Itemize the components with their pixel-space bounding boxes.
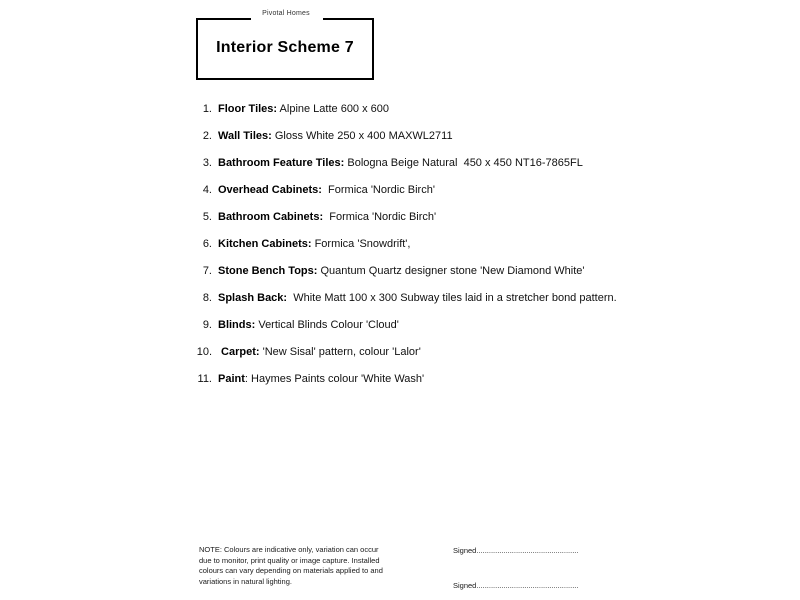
scheme-title-box bbox=[196, 18, 374, 80]
list-item bbox=[186, 373, 746, 386]
list-item-number: 3. bbox=[202, 157, 212, 169]
list-item bbox=[186, 319, 746, 332]
list-item-number: 4. bbox=[202, 184, 212, 196]
list-item-value: Vertical Blinds Colour 'Cloud' bbox=[255, 319, 399, 331]
list-item-label: Stone Bench Tops: bbox=[218, 265, 318, 277]
list-item-label: Kitchen Cabinets: bbox=[218, 238, 312, 250]
list-item-number: 11. bbox=[197, 373, 212, 385]
specification-list bbox=[186, 103, 746, 400]
list-item-value: Formica 'Nordic Birch' bbox=[323, 211, 437, 223]
page-title: Interior Scheme 7 bbox=[216, 39, 354, 56]
list-item bbox=[186, 184, 746, 197]
brand-name: Pivotal Homes bbox=[262, 10, 310, 17]
list-item-number: 5. bbox=[202, 211, 212, 223]
list-item-value: Quantum Quartz designer stone 'New Diamond White' bbox=[317, 265, 585, 277]
list-item-value: Alpine Latte 600 x 600 bbox=[277, 103, 390, 115]
list-item-label: Bathroom Cabinets: bbox=[218, 211, 324, 223]
list-item-label: Wall Tiles: bbox=[218, 130, 272, 142]
signature-line-2: Signed................................................. bbox=[453, 580, 579, 590]
list-item-value: White Matt 100 x 300 Subway tiles laid in a stretcher bond pattern. bbox=[287, 292, 617, 304]
list-item-number: 10. bbox=[196, 346, 212, 358]
list-item-value: Formica 'Snowdrift', bbox=[311, 238, 411, 250]
list-item-number: 8. bbox=[202, 292, 212, 304]
signature-line-1: Signed................................................. bbox=[453, 546, 579, 555]
list-item-label: Splash Back: bbox=[218, 292, 288, 304]
list-item-value: : Haymes Paints colour 'White Wash' bbox=[244, 373, 425, 385]
signature-block bbox=[453, 546, 653, 591]
list-item-value: Bologna Beige Natural 450 x 450 NT16-7865FL bbox=[344, 157, 583, 169]
list-item-number: 7. bbox=[202, 265, 212, 277]
list-item bbox=[186, 130, 746, 143]
list-item bbox=[186, 292, 746, 305]
list-item-label: Carpet: bbox=[218, 346, 260, 358]
list-item-label: Bathroom Feature Tiles: bbox=[218, 157, 345, 169]
list-item bbox=[186, 157, 746, 170]
list-item bbox=[186, 211, 746, 224]
list-item-number: 2. bbox=[202, 130, 212, 142]
list-item-value: 'New Sisal' pattern, colour 'Lalor' bbox=[259, 346, 421, 358]
list-item-label: Paint bbox=[218, 373, 245, 385]
list-item bbox=[186, 346, 746, 359]
list-item-value: Gloss White 250 x 400 MAXWL2711 bbox=[271, 130, 453, 142]
list-item-label: Floor Tiles: bbox=[218, 103, 278, 115]
list-item-label: Overhead Cabinets: bbox=[218, 184, 322, 196]
list-item-label: Blinds: bbox=[218, 319, 256, 331]
list-item bbox=[186, 103, 746, 116]
disclaimer-note: NOTE: Colours are indicative only, variation can occur due to monitor, print quality or image capture. Installed colours can vary depending on materials applied to and variations in natural lighting. bbox=[199, 545, 383, 586]
list-item-number: 9. bbox=[202, 319, 212, 331]
list-item-number: 1. bbox=[202, 103, 212, 115]
list-item-number: 6. bbox=[202, 238, 212, 250]
list-item bbox=[186, 265, 746, 278]
list-item-value: Formica 'Nordic Birch' bbox=[321, 184, 435, 196]
list-item bbox=[186, 238, 746, 251]
